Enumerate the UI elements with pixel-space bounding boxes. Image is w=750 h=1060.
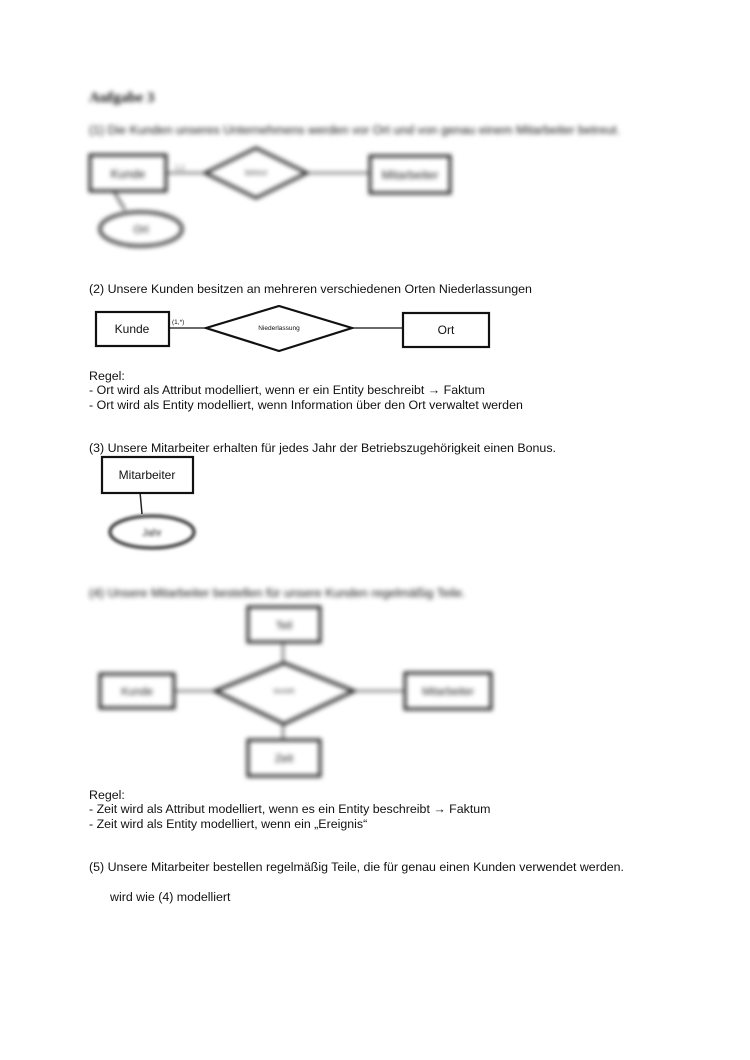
task4-text: (4) Unsere Mitarbeiter bestellen für unsere Kunden regelmäßig Teile. xyxy=(89,586,466,600)
task4-entity-kunde-label: Kunde xyxy=(121,686,153,698)
task2-text: (2) Unsere Kunden besitzen an mehreren verschiedenen Orten Niederlassungen xyxy=(89,282,532,296)
task3-entity-mitarbeiter-label: Mitarbeiter xyxy=(118,468,176,482)
task2-cardinality: (1,*) xyxy=(172,319,185,326)
task3-text: (3) Unsere Mitarbeiter erhalten für jedes Jahr der Betriebszugehörigkeit einen Bonus. xyxy=(89,441,556,455)
task1-attribute-ort-label: Ort xyxy=(133,224,149,236)
task5-text: (5) Unsere Mitarbeiter bestellen regelmäßig Teile, die für genau einen Kunden verwendet werden. xyxy=(89,860,624,874)
task4-rule-1: - Zeit wird als Attribut modelliert, wenn es ein Entity beschreibt → Faktum xyxy=(89,802,491,816)
task2-er-diagram xyxy=(90,305,500,355)
task3-attribute-jahr-label: Jahr xyxy=(142,528,162,539)
task2-rule-1: - Ort wird als Attribut modelliert, wenn er ein Entity beschreibt → Faktum xyxy=(89,383,485,397)
task4-entity-mitarbeiter-label: Mitarbeiter xyxy=(422,686,474,698)
task1-cardinality: 1,1 xyxy=(175,165,185,172)
task4-er-diagram xyxy=(95,605,505,783)
page-title: Aufgabe 3 xyxy=(89,90,155,106)
task3-er-diagram xyxy=(95,452,215,557)
task1-relationship-label: betreut xyxy=(245,170,267,177)
task2-entity-ort-label: Ort xyxy=(437,323,455,337)
task4-rule-2: - Zeit wird als Entity modelliert, wenn ein „Ereignis“ xyxy=(89,817,368,831)
task4-relationship-label: bestellt xyxy=(273,688,295,695)
task2-entity-kunde-label: Kunde xyxy=(114,322,150,336)
task2-relationship-label: Niederlassung xyxy=(258,325,300,332)
task2-rule-2: - Ort wird als Entity modelliert, wenn Information über den Ort verwaltet werden xyxy=(89,398,523,412)
task4-rule-heading: Regel: xyxy=(89,788,125,802)
task1-er-diagram xyxy=(80,140,480,255)
task4-entity-zeit-label: Zeit xyxy=(274,753,294,765)
task1-text: (1) Die Kunden unseres Unternehmens werden vor Ort und von genau einem Mitarbeiter betreut. xyxy=(89,123,621,137)
task2-rule-heading: Regel: xyxy=(89,369,125,383)
task4-entity-teil-label: Teil xyxy=(275,620,293,632)
task1-entity-kunde-label: Kunde xyxy=(110,167,146,181)
task1-entity-mitarbeiter-label: Mitarbeiter xyxy=(381,168,439,182)
task5-note: wird wie (4) modelliert xyxy=(110,890,231,904)
